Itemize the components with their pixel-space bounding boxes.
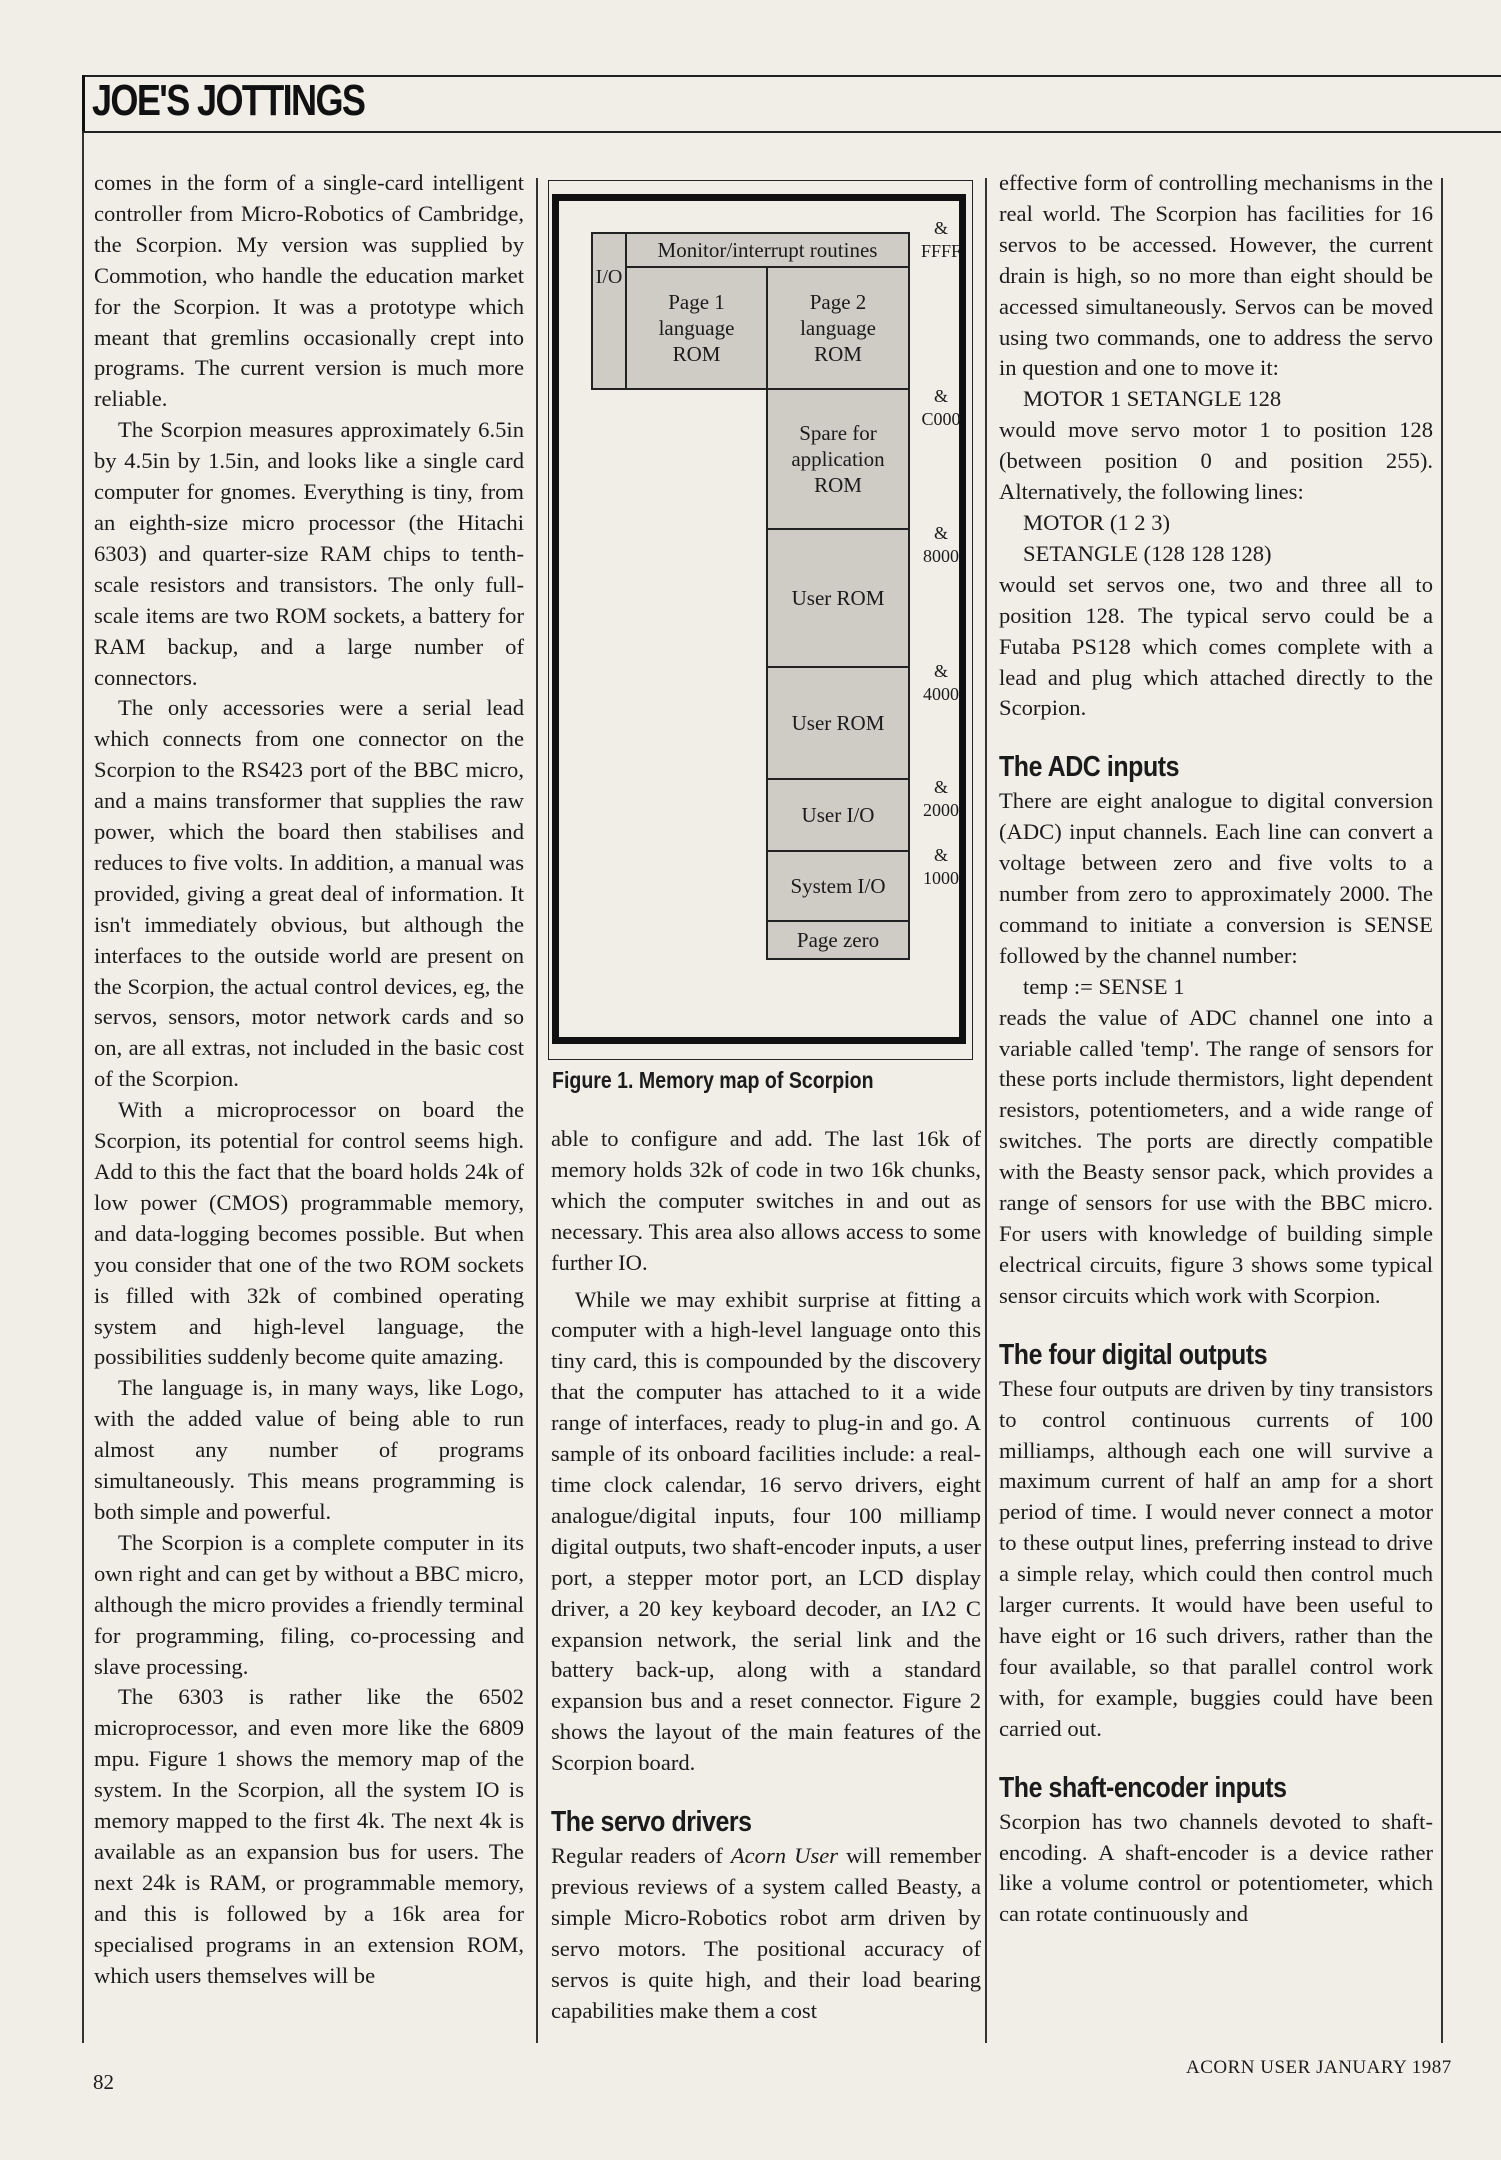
address-4000: & 4000 xyxy=(923,661,959,704)
col1-paragraph-2: The Scorpion measures approximately 6.5in by 4.5in by 1.5in, and looks like a single card computer for gnomes. Everything is tiny, from an eighth-size micro processor (the Hitachi 6303) and quarter-size RAM chips to tenth-scale resistors and transistors. The only full-scale items are two ROM sockets, a battery for RAM backup, and a large number of connectors. xyxy=(94,417,524,690)
user-io-block: User I/O xyxy=(766,778,910,852)
col3-paragraph-3: would set servos one, two and three all to position 128. The typical servo could be a Futaba PS128 which comes complete with a lead and plug which attached directly to the Scorpion. xyxy=(999,571,1433,721)
io-block xyxy=(591,232,627,390)
system-io-block: System I/O xyxy=(766,850,910,922)
column-rule-2-3 xyxy=(985,178,987,2043)
column-rule-1-2 xyxy=(536,178,538,2043)
monitor-block: Monitor/interrupt routines xyxy=(625,232,910,268)
header-left-bar xyxy=(82,75,85,133)
servo-text-before: Regular readers of xyxy=(551,1843,731,1869)
page-zero-block: Page zero xyxy=(766,920,910,960)
column-2 xyxy=(551,1124,981,2026)
address-ffff: & FFFF xyxy=(920,218,962,261)
col1-paragraph-3: The only accessories were a serial lead which connects from one connector on the Scorpion to the RS423 port of the BBC micro, and a mains transformer that supplies the raw power, which the board then stabilises and reduces to five volts. In addition, a manual was provided, giving a great deal of information. It isn't immediately obvious, but although the interfaces to the outside world are present on the Scorpion, the actual control devices, eg, the servos, sensors, motor network cards and so on, are all extras, not included in the basic cost of the Scorpion. xyxy=(94,695,524,1092)
col3-paragraph-7: Scorpion has two channels devoted to shaft-encoding. A shaft-encoder is a device rather like a volume control or potentiometer, which can rotate continuously and xyxy=(999,1808,1433,1927)
col3-paragraph-4: There are eight analogue to digital conversion (ADC) input channels. Each line can convert a voltage between zero and five volts to a number from zero to approximately 2000. The command to initiate a conversion is SENSE followed by the channel number: xyxy=(999,788,1433,968)
heading-shaft-encoder: The shaft-encoder inputs xyxy=(999,1771,1287,1804)
heading-servo-drivers: The servo drivers xyxy=(551,1806,752,1839)
heading-adc-inputs: The ADC inputs xyxy=(999,751,1180,784)
figure-caption: Figure 1. Memory map of Scorpion xyxy=(552,1067,874,1093)
address-2000: & 2000 xyxy=(923,777,959,820)
section-title: JOE'S JOTTINGS xyxy=(92,76,365,125)
column-rule-left xyxy=(82,133,84,2043)
column-rule-right xyxy=(1441,178,1443,2043)
column-3 xyxy=(999,168,1433,1930)
col1-paragraph-6: The Scorpion is a complete computer in its own right and can get by without a BBC micro, although the micro provides a friendly terminal for programming, filing, co-processing and slave processing. xyxy=(94,1529,524,1679)
col2-paragraph-1: able to configure and add. The last 16k of memory holds 32k of code in two 16k chunks, which the computer switches in and out as necessary. This area also allows access to some further IO. xyxy=(551,1126,981,1275)
code-motor-setangle: MOTOR 1 SETANGLE 128 xyxy=(1023,386,1282,412)
col1-paragraph-4: With a microprocessor on board the Scorpion, its potential for control seems high. Add to this the fact that the board holds 24k of low power (CMOS) programmable memory, and data-logging becomes possible. But when you consider that one of the two ROM sockets is filled with 32k of combined operating system and high-level language, the possibilities suddenly become quite amazing. xyxy=(94,1097,524,1370)
user-rom-block-1: User ROM xyxy=(766,528,910,668)
col1-paragraph-1: comes in the form of a single-card intelligent controller from Micro-Robotics of Cambridge, the Scorpion. My version was supplied by Commotion, who handle the education market for the Scorpion. It was a prototype which meant that gremlins occasionally crept into programs. The current version is much more reliable. xyxy=(94,170,524,412)
header-bottom-rule xyxy=(82,131,1501,133)
col1-paragraph-7: The 6303 is rather like the 6502 microprocessor, and even more like the 6809 mpu. Figure 1 shows the memory map of the system. In the Scorpion, all the system IO is memory mapped to the first 4k. The next 4k is available as an expansion bus for users. The next 24k is RAM, or programmable memory, and this is followed by a 16k area for specialised programs in an extension ROM, which users themselves will be xyxy=(94,1684,524,1988)
servo-text-after: will remember previous reviews of a system called Beasty, a simple Micro-Robotics robot arm driven by servo motors. The positional accuracy of servos is quite high, and their load bearing capabilities make them a cost xyxy=(551,1843,982,2023)
page-number: 82 xyxy=(93,2070,114,2094)
address-8000: & 8000 xyxy=(923,523,959,566)
page1-rom-block: Page 1 language ROM xyxy=(625,266,768,390)
col2-paragraph-2: While we may exhibit surprise at fitting a computer with a high-level language onto this tiny card, this is compounded by the discovery that the computer has attached to it a wide range of interfaces, ready to plug-in and go. A sample of its onboard facilities include: a real-time clock calendar, 16 servo drivers, eight analogue/digital inputs, four 100 milliamp digital outputs, two shaft-encoder inputs, a user port, a stepper motor port, an LCD display driver, a 20 key keyboard decoder, an IΛ2 C expansion network, the serial link and the battery back-up, along with a standard expansion bus and a reset connector. Figure 2 shows the layout of the main features of the Scorpion board. xyxy=(551,1286,981,1776)
code-setangle-list: SETANGLE (128 128 128) xyxy=(1023,540,1272,566)
publication-footer: ACORN USER JANUARY 1987 xyxy=(1186,2057,1452,2078)
io-label: I/O xyxy=(595,266,623,288)
memory-map-figure xyxy=(548,180,973,1060)
code-sense: temp := SENSE 1 xyxy=(1023,973,1185,999)
spare-rom-block: Spare for application ROM xyxy=(766,388,910,530)
col3-paragraph-5: reads the value of ADC channel one into a variable called 'temp'. The range of sensors for these ports include thermistors, light dependent resistors, potentiometers, and a wide range of switches. The ports are directly compatible with the Beasty sensor pack, which provides a range of sensors for use with the BBC micro. For users with knowledge of building simple electrical circuits, figure 3 shows some typical sensor circuits which work with Scorpion. xyxy=(999,1004,1433,1308)
col3-paragraph-1: effective form of controlling mechanisms in the real world. The Scorpion has facilities for 16 servos to be accessed. However, the current drain is high, so no more than eight should be accessed simultaneously. Servos can be moved using two commands, one to address the servo in question and one to move it: xyxy=(999,170,1433,381)
column-1 xyxy=(94,168,524,1991)
col3-paragraph-6: These four outputs are driven by tiny transistors to control continuous currents of 100 milliamps, although each one will survive a maximum current of half an amp for a short period of time. I would never connect a motor to these output lines, preferring instead to drive a simple relay, which could then control much larger currents. It would have been useful to have eight or 16 such drivers, rather than the four available, so that parallel control work with, for example, buggies could have been carried out. xyxy=(999,1375,1433,1741)
page2-rom-block: Page 2 language ROM xyxy=(766,266,910,390)
servo-text-italic: Acorn User xyxy=(730,1843,839,1869)
heading-digital-outputs: The four digital outputs xyxy=(999,1338,1268,1371)
col1-paragraph-5: The language is, in many ways, like Logo, with the added value of being able to run almost any number of programs simultaneously. This means programming is both simple and powerful. xyxy=(94,1375,524,1524)
col2-servo-paragraph xyxy=(551,1841,981,2026)
col3-paragraph-2: would move servo motor 1 to position 128 (between position 0 and position 255). Alternatively, the following lines: xyxy=(999,417,1433,505)
address-c000: & C000 xyxy=(921,386,961,429)
code-motor-list: MOTOR (1 2 3) xyxy=(1023,509,1171,535)
user-rom-block-2: User ROM xyxy=(766,666,910,780)
address-1000: & 1000 xyxy=(923,845,959,888)
